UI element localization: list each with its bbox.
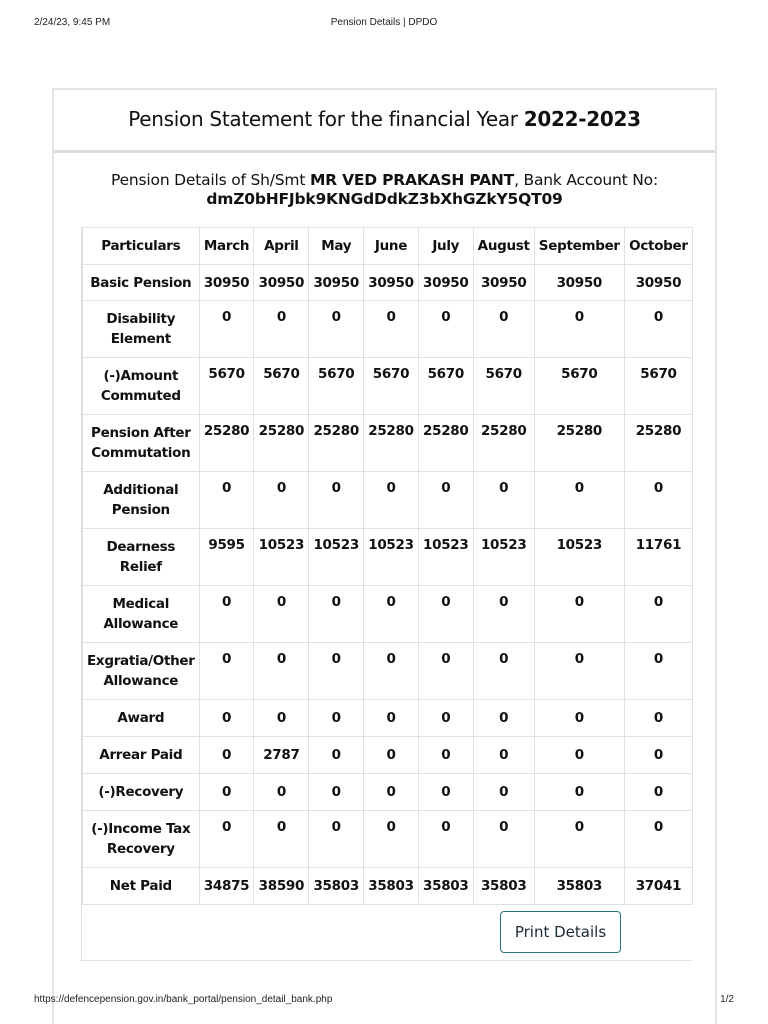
table-row bbox=[83, 700, 693, 737]
pension-table bbox=[82, 227, 693, 905]
table-cell: 0 bbox=[364, 811, 419, 868]
row-label: Pension After Commutation bbox=[83, 415, 200, 472]
table-cell: 35803 bbox=[534, 868, 624, 905]
pensioner-name: MR VED PRAKASH PANT bbox=[309, 171, 515, 189]
table-cell: 0 bbox=[309, 811, 364, 868]
table-cell: 5670 bbox=[309, 358, 364, 415]
table-cell: 25280 bbox=[624, 415, 692, 472]
table-cell: 0 bbox=[199, 586, 254, 643]
header-particulars: Particulars bbox=[83, 228, 200, 265]
table-cell: 0 bbox=[364, 737, 419, 774]
table-row bbox=[83, 265, 693, 301]
table-row bbox=[83, 472, 693, 529]
table-cell: 25280 bbox=[309, 415, 364, 472]
table-cell: 25280 bbox=[534, 415, 624, 472]
table-cell: 0 bbox=[199, 811, 254, 868]
pensioner-details bbox=[54, 171, 715, 209]
table-cell: 0 bbox=[199, 472, 254, 529]
pension-statement-card bbox=[52, 88, 717, 1024]
table-cell: 0 bbox=[418, 643, 473, 700]
table-cell: 0 bbox=[418, 301, 473, 358]
table-cell: 0 bbox=[199, 700, 254, 737]
table-cell: 30950 bbox=[624, 265, 692, 301]
table-row bbox=[83, 643, 693, 700]
table-cell: 0 bbox=[364, 643, 419, 700]
table-row bbox=[83, 737, 693, 774]
table-cell: 0 bbox=[624, 643, 692, 700]
table-row bbox=[83, 529, 693, 586]
table-cell: 0 bbox=[254, 586, 309, 643]
print-area bbox=[81, 904, 692, 961]
table-row bbox=[83, 415, 693, 472]
table-cell: 0 bbox=[199, 643, 254, 700]
table-cell: 0 bbox=[534, 586, 624, 643]
table-cell: 25280 bbox=[199, 415, 254, 472]
table-cell: 0 bbox=[254, 811, 309, 868]
table-cell: 30950 bbox=[534, 265, 624, 301]
account-label: , Bank Account No: bbox=[514, 171, 658, 189]
table-cell: 0 bbox=[534, 301, 624, 358]
row-label: (-)Income Tax Recovery bbox=[83, 811, 200, 868]
header-september: September bbox=[534, 228, 624, 265]
table-cell: 0 bbox=[364, 586, 419, 643]
table-cell: 0 bbox=[418, 586, 473, 643]
row-label: Disability Element bbox=[83, 301, 200, 358]
table-cell: 0 bbox=[473, 586, 534, 643]
table-cell: 0 bbox=[534, 737, 624, 774]
pensioner-line bbox=[54, 171, 715, 190]
row-label: Net Paid bbox=[83, 868, 200, 905]
table-row bbox=[83, 774, 693, 811]
table-cell: 0 bbox=[254, 774, 309, 811]
table-cell: 0 bbox=[534, 811, 624, 868]
financial-year: 2022-2023 bbox=[523, 107, 641, 131]
table-cell: 37041 bbox=[624, 868, 692, 905]
table-cell: 0 bbox=[473, 774, 534, 811]
table-cell: 10523 bbox=[473, 529, 534, 586]
table-cell: 10523 bbox=[418, 529, 473, 586]
table-cell: 25280 bbox=[364, 415, 419, 472]
table-cell: 10523 bbox=[364, 529, 419, 586]
row-label: (-)Recovery bbox=[83, 774, 200, 811]
table-cell: 0 bbox=[473, 301, 534, 358]
table-row bbox=[83, 358, 693, 415]
table-cell: 0 bbox=[254, 643, 309, 700]
table-cell: 0 bbox=[309, 737, 364, 774]
table-cell: 10523 bbox=[309, 529, 364, 586]
table-cell: 30950 bbox=[309, 265, 364, 301]
table-cell: 25280 bbox=[418, 415, 473, 472]
table-cell: 0 bbox=[418, 811, 473, 868]
table-cell: 0 bbox=[624, 700, 692, 737]
table-cell: 2787 bbox=[254, 737, 309, 774]
table-cell: 5670 bbox=[254, 358, 309, 415]
table-cell: 25280 bbox=[473, 415, 534, 472]
table-cell: 0 bbox=[473, 811, 534, 868]
table-cell: 0 bbox=[199, 301, 254, 358]
print-details-button[interactable]: Print Details bbox=[500, 911, 621, 953]
row-label: Basic Pension bbox=[83, 265, 200, 301]
table-cell: 10523 bbox=[534, 529, 624, 586]
table-cell: 0 bbox=[418, 737, 473, 774]
header-august: August bbox=[473, 228, 534, 265]
table-cell: 0 bbox=[309, 472, 364, 529]
print-url: https://defencepension.gov.in/bank_portal/pension_detail_bank.php bbox=[34, 994, 333, 1005]
table-cell: 35803 bbox=[418, 868, 473, 905]
table-cell: 38590 bbox=[254, 868, 309, 905]
table-cell: 11761 bbox=[624, 529, 692, 586]
table-row bbox=[83, 586, 693, 643]
table-cell: 30950 bbox=[473, 265, 534, 301]
table-cell: 0 bbox=[254, 700, 309, 737]
table-row bbox=[83, 811, 693, 868]
statement-title bbox=[54, 90, 715, 153]
table-cell: 0 bbox=[473, 700, 534, 737]
print-page-title: Pension Details | DPDO bbox=[330, 17, 438, 28]
table-cell: 0 bbox=[418, 472, 473, 529]
header-june: June bbox=[364, 228, 419, 265]
table-cell: 0 bbox=[254, 301, 309, 358]
table-cell: 5670 bbox=[199, 358, 254, 415]
header-march: March bbox=[199, 228, 254, 265]
table-cell: 10523 bbox=[254, 529, 309, 586]
table-cell: 30950 bbox=[254, 265, 309, 301]
row-label: Dearness Relief bbox=[83, 529, 200, 586]
table-cell: 0 bbox=[624, 472, 692, 529]
table-cell: 0 bbox=[309, 643, 364, 700]
table-cell: 0 bbox=[254, 472, 309, 529]
table-cell: 0 bbox=[534, 472, 624, 529]
row-label: Exgratia/Other Allowance bbox=[83, 643, 200, 700]
table-cell: 35803 bbox=[473, 868, 534, 905]
table-cell: 0 bbox=[309, 301, 364, 358]
table-cell: 34875 bbox=[199, 868, 254, 905]
table-cell: 0 bbox=[624, 774, 692, 811]
print-page-number: 1/2 bbox=[720, 994, 734, 1005]
row-label: Additional Pension bbox=[83, 472, 200, 529]
table-cell: 0 bbox=[418, 700, 473, 737]
table-cell: 5670 bbox=[418, 358, 473, 415]
table-cell: 5670 bbox=[534, 358, 624, 415]
table-cell: 0 bbox=[534, 643, 624, 700]
table-cell: 0 bbox=[199, 737, 254, 774]
table-cell: 35803 bbox=[309, 868, 364, 905]
table-cell: 0 bbox=[364, 774, 419, 811]
table-cell: 0 bbox=[624, 811, 692, 868]
table-cell: 9595 bbox=[199, 529, 254, 586]
pension-table-container[interactable] bbox=[81, 227, 693, 962]
row-label: Arrear Paid bbox=[83, 737, 200, 774]
table-cell: 0 bbox=[473, 643, 534, 700]
table-cell: 0 bbox=[473, 472, 534, 529]
header-july: July bbox=[418, 228, 473, 265]
table-cell: 0 bbox=[534, 700, 624, 737]
table-cell: 0 bbox=[199, 774, 254, 811]
table-cell: 30950 bbox=[418, 265, 473, 301]
account-number: dmZ0bHFJbk9KNGdDdkZ3bXhGZkY5QT09 bbox=[206, 190, 563, 208]
table-cell: 0 bbox=[624, 586, 692, 643]
table-cell: 5670 bbox=[624, 358, 692, 415]
table-cell: 30950 bbox=[364, 265, 419, 301]
table-cell: 0 bbox=[624, 301, 692, 358]
table-cell: 0 bbox=[473, 737, 534, 774]
table-cell: 25280 bbox=[254, 415, 309, 472]
table-cell: 35803 bbox=[364, 868, 419, 905]
statement-title-prefix: Pension Statement for the financial Year bbox=[128, 107, 524, 131]
table-cell: 0 bbox=[309, 774, 364, 811]
row-label: Award bbox=[83, 700, 200, 737]
table-row bbox=[83, 868, 693, 905]
header-october: October bbox=[624, 228, 692, 265]
table-cell: 0 bbox=[309, 700, 364, 737]
table-cell: 0 bbox=[364, 301, 419, 358]
header-may: May bbox=[309, 228, 364, 265]
table-cell: 0 bbox=[364, 700, 419, 737]
details-prefix: Pension Details of Sh/Smt bbox=[111, 171, 310, 189]
table-cell: 0 bbox=[534, 774, 624, 811]
table-cell: 5670 bbox=[364, 358, 419, 415]
table-row bbox=[83, 301, 693, 358]
table-cell: 30950 bbox=[199, 265, 254, 301]
table-cell: 0 bbox=[364, 472, 419, 529]
row-label: Medical Allowance bbox=[83, 586, 200, 643]
print-datetime: 2/24/23, 9:45 PM bbox=[34, 17, 111, 28]
header-april: April bbox=[254, 228, 309, 265]
row-label: (-)Amount Commuted bbox=[83, 358, 200, 415]
table-header-row bbox=[83, 228, 693, 265]
table-cell: 0 bbox=[624, 737, 692, 774]
table-cell: 0 bbox=[418, 774, 473, 811]
table-cell: 0 bbox=[309, 586, 364, 643]
table-cell: 5670 bbox=[473, 358, 534, 415]
